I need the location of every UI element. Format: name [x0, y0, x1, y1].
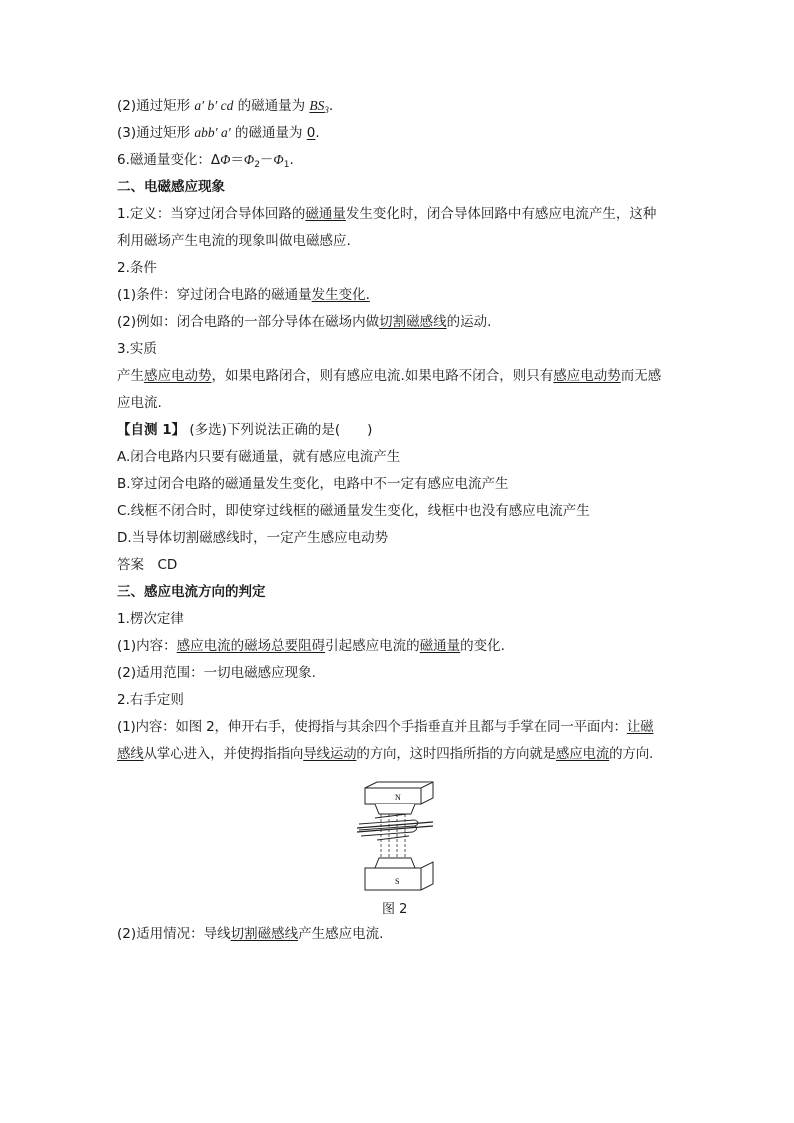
answer-blank: $BS_3$: [309, 98, 329, 115]
right-hand-rule-figure: [355, 780, 437, 892]
text-line: (1)内容：如图 2，伸开右手，使拇指与其余四个手指垂直并且都与手掌在同一平面内：让磁: [117, 719, 654, 735]
question-stem: 【自测 1】 (多选)下列说法正确的是( ): [117, 422, 373, 438]
text-line: 利用磁场产生电流的现象叫做电磁感应.: [117, 233, 351, 249]
answer-line: 答案 CD: [117, 557, 178, 573]
question-tag: 【自测 1】: [117, 422, 186, 438]
figure-caption: 图 2: [382, 902, 408, 917]
text-line: 1.楞次定律: [117, 611, 184, 627]
text-line: 2.右手定则: [117, 692, 184, 708]
text-line: (2)适用情况：导线切割磁感线产生感应电流.: [117, 926, 384, 942]
option-a: A.闭合电路内只要有磁通量，就有感应电流产生: [117, 449, 401, 465]
south-label: S: [395, 877, 400, 886]
north-label: N: [395, 793, 401, 802]
text-line: (1)条件：穿过闭合电路的磁通量发生变化.: [117, 287, 370, 303]
section-heading: 二、电磁感应现象: [117, 179, 225, 195]
text-line: 6.磁通量变化：$\Delta\Phi=\Phi_2-\Phi_1$.: [117, 152, 294, 170]
section-heading: 三、感应电流方向的判定: [117, 584, 266, 600]
option-d: D.当导体切割磁感线时，一定产生感应电动势: [117, 530, 389, 546]
text-line: 3.实质: [117, 341, 157, 357]
text-line: (2)例如：闭合电路的一部分导体在磁场内做切割磁感线的运动.: [117, 314, 492, 330]
text-line: 1.定义：当穿过闭合导体回路的磁通量发生变化时，闭合导体回路中有感应电流产生，这种: [117, 206, 657, 222]
text-line: (2)适用范围：一切电磁感应现象.: [117, 665, 316, 681]
text-line: (1)内容：感应电流的磁场总要阻碍引起感应电流的磁通量的变化.: [117, 638, 505, 654]
option-c: C.线框不闭合时，即使穿过线框的磁通量发生变化，线框中也没有感应电流产生: [117, 503, 590, 519]
text-line: 产生感应电动势，如果电路闭合，则有感应电流.如果电路不闭合，则只有感应电动势而无感: [117, 368, 662, 384]
answer-blank: 0: [306, 125, 316, 141]
text-line: 感线从掌心进入，并使拇指指向导线运动的方向，这时四指所指的方向就是感应电流的方向.: [117, 746, 654, 762]
option-b: B.穿过闭合电路的磁通量发生变化，电路中不一定有感应电流产生: [117, 476, 509, 492]
text-line: 2.条件: [117, 260, 157, 276]
text-line: 应电流.: [117, 395, 162, 411]
text-line: (3)通过矩形 abb′ a′ 的磁通量为 0.: [117, 125, 320, 141]
text-line: (2)通过矩形 a′ b′ cd 的磁通量为 $BS_3$.: [117, 98, 334, 115]
